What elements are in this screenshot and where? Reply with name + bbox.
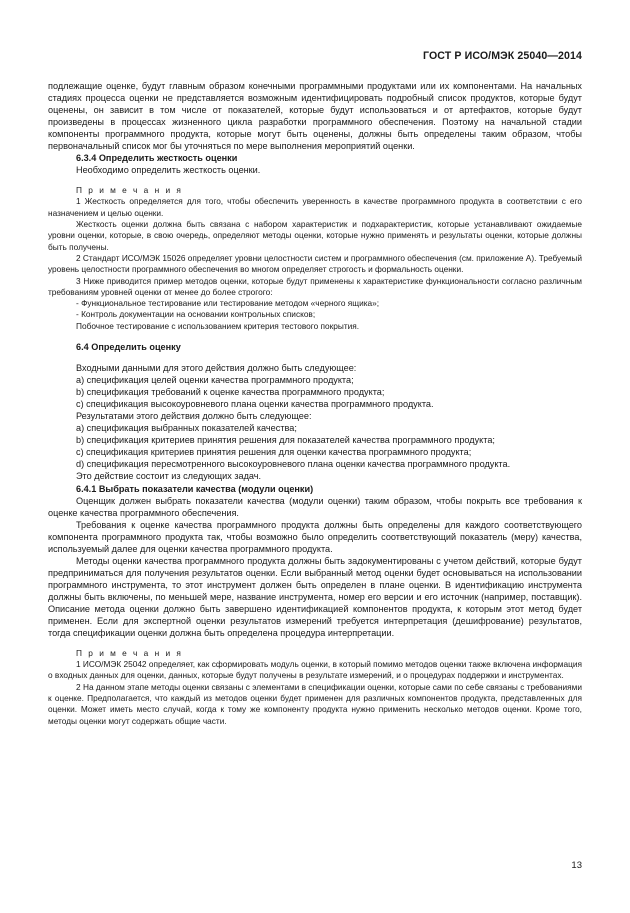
- note-list-item: - Функциональное тестирование или тестирование методом «черного ящика»;: [76, 298, 380, 309]
- output-item: а) спецификация выбранных показателей качества;: [76, 423, 297, 434]
- notes-label: П р и м е ч а н и я: [76, 648, 183, 659]
- section-heading-6-4-1: 6.4.1 Выбрать показатели качества (модули оценки): [76, 483, 314, 494]
- note-item: 2 На данном этапе методы оценки связаны с элементами в спецификации оценки, которые сами по себе связаны с требованиями к оценке. Предполагается, что каждый из методов оценки будет применен для различных компонентов продукта, представленных для оценки. Может иметь место случай, когда к тому же компоненту продукта нужно применить несколько методов оценки. Кроме того, методы оценки могут содержать общие части.: [48, 681, 582, 726]
- paragraph: Необходимо определить жесткость оценки.: [76, 165, 261, 176]
- standard-header: ГОСТ Р ИСО/МЭК 25040—2014: [423, 50, 582, 62]
- section-heading-6-3-4: 6.3.4 Определить жесткость оценки: [76, 153, 238, 164]
- output-item: d) спецификация пересмотренного высокоуровневого плана оценки качества программного продукта.: [76, 459, 511, 470]
- document-body: [48, 80, 582, 727]
- section-heading-6-4: 6.4 Определить оценку: [76, 341, 181, 352]
- note-list-item: Побочное тестирование с использованием критерия тестового покрытия.: [76, 320, 360, 331]
- page-number: 13: [571, 860, 582, 871]
- input-item: b) спецификация требований к оценке качества программного продукта;: [76, 387, 385, 398]
- input-item: с) спецификация высокоуровневого плана оценки качества программного продукта.: [76, 399, 434, 410]
- notes-label: П р и м е ч а н и я: [76, 185, 183, 196]
- paragraph: Требования к оценке качества программного продукта должны быть определены для каждого соответствующего компонента программного продукта так, чтобы возможно было определить соответствующий показатель (меру) качества, используемый далее для оценки качества программного продукта.: [48, 519, 582, 554]
- note-item: Жесткость оценки должна быть связана с набором характеристик и подхарактеристик, которые устанавливают ожидаемые уровни оценки, которые, в свою очередь, определяют методы оценки, которые нужно применять и результаты оценки, которые должны быть получены.: [48, 219, 582, 252]
- note-list-item: - Контроль документации на основании контрольных списков;: [76, 309, 316, 320]
- note-item: 1 Жесткость определяется для того, чтобы обеспечить уверенность в качестве программного продукта в соответствии с его назначением и целью оценки.: [48, 196, 582, 218]
- note-item: 2 Стандарт ИСО/МЭК 15026 определяет уровни целостности систем и программного обеспечения (см. приложение А). Требуемый уровень целостности программного обеспечения во многом определяет строгость и формальность оценки.: [48, 252, 582, 275]
- output-item: b) спецификация критериев принятия решения для показателей качества программного продукта;: [76, 435, 495, 446]
- paragraph: подлежащие оценке, будут главным образом конечными программными продуктами или их компонентами. На начальных стадиях процесса оценки не представляется возможным идентифицировать подробный список продуктов, которые будут оценены, он зависит в том числе от показателей, которые будут использоваться и от артефактов, которые будут произведены в процессах жизненного цикла разработки программного обеспечения. Поэтому на начальной стадии компоненты программного продукта, которые могут быть оценены, должны быть определены таким образом, чтобы первоначальный список мог бы уточняться по мере выполнения мероприятий оценки.: [48, 81, 582, 152]
- note-item: 3 Ниже приводится пример методов оценки, которые будут применены к характеристике функциональности согласно различным требованиям уровней оценки от менее до более строгого:: [48, 275, 582, 297]
- paragraph: Это действие состоит из следующих задач.: [76, 471, 262, 482]
- inputs-intro: Входными данными для этого действия должно быть следующее:: [76, 363, 357, 374]
- paragraph: Методы оценки качества программного продукта должны быть задокументированы с учетом действий, которые будут предприниматься для получения результатов оценки. Если выбранный метод оценки будет основываться на использовании программного инструмента, то этот инструмент должен быть определен в плане оценки. В идентификацию инструмента должны быть включены, по меньшей мере, название инструмента, номер его версии и его источник (например, поставщик). Описание метода оценки должно быть завершено идентификацией компонентов продукта, к которым этот метод будет применен. Если для экспертной оценки результатов измерений требуется интерпретация (дешифрование) результатов, тогда спецификации оценки должна быть определена процедура интерпретации.: [48, 555, 582, 639]
- output-item: с) спецификация критериев принятия решения для оценки качества программного продукта;: [76, 447, 472, 458]
- input-item: а) спецификация целей оценки качества программного продукта;: [76, 375, 354, 386]
- note-item: 1 ИСО/МЭК 25042 определяет, как сформировать модуль оценки, в который помимо методов оценки также включена информация о входных данных для оценки, данных, которые будут получены в результате измерений, и о процедурах поддержки и инструментах.: [48, 659, 582, 681]
- paragraph: Оценщик должен выбрать показатели качества (модули оценки) таким образом, чтобы покрыть все требования к оценке качества программного обеспечения.: [48, 495, 582, 518]
- outputs-intro: Результатами этого действия должно быть следующее:: [76, 411, 312, 422]
